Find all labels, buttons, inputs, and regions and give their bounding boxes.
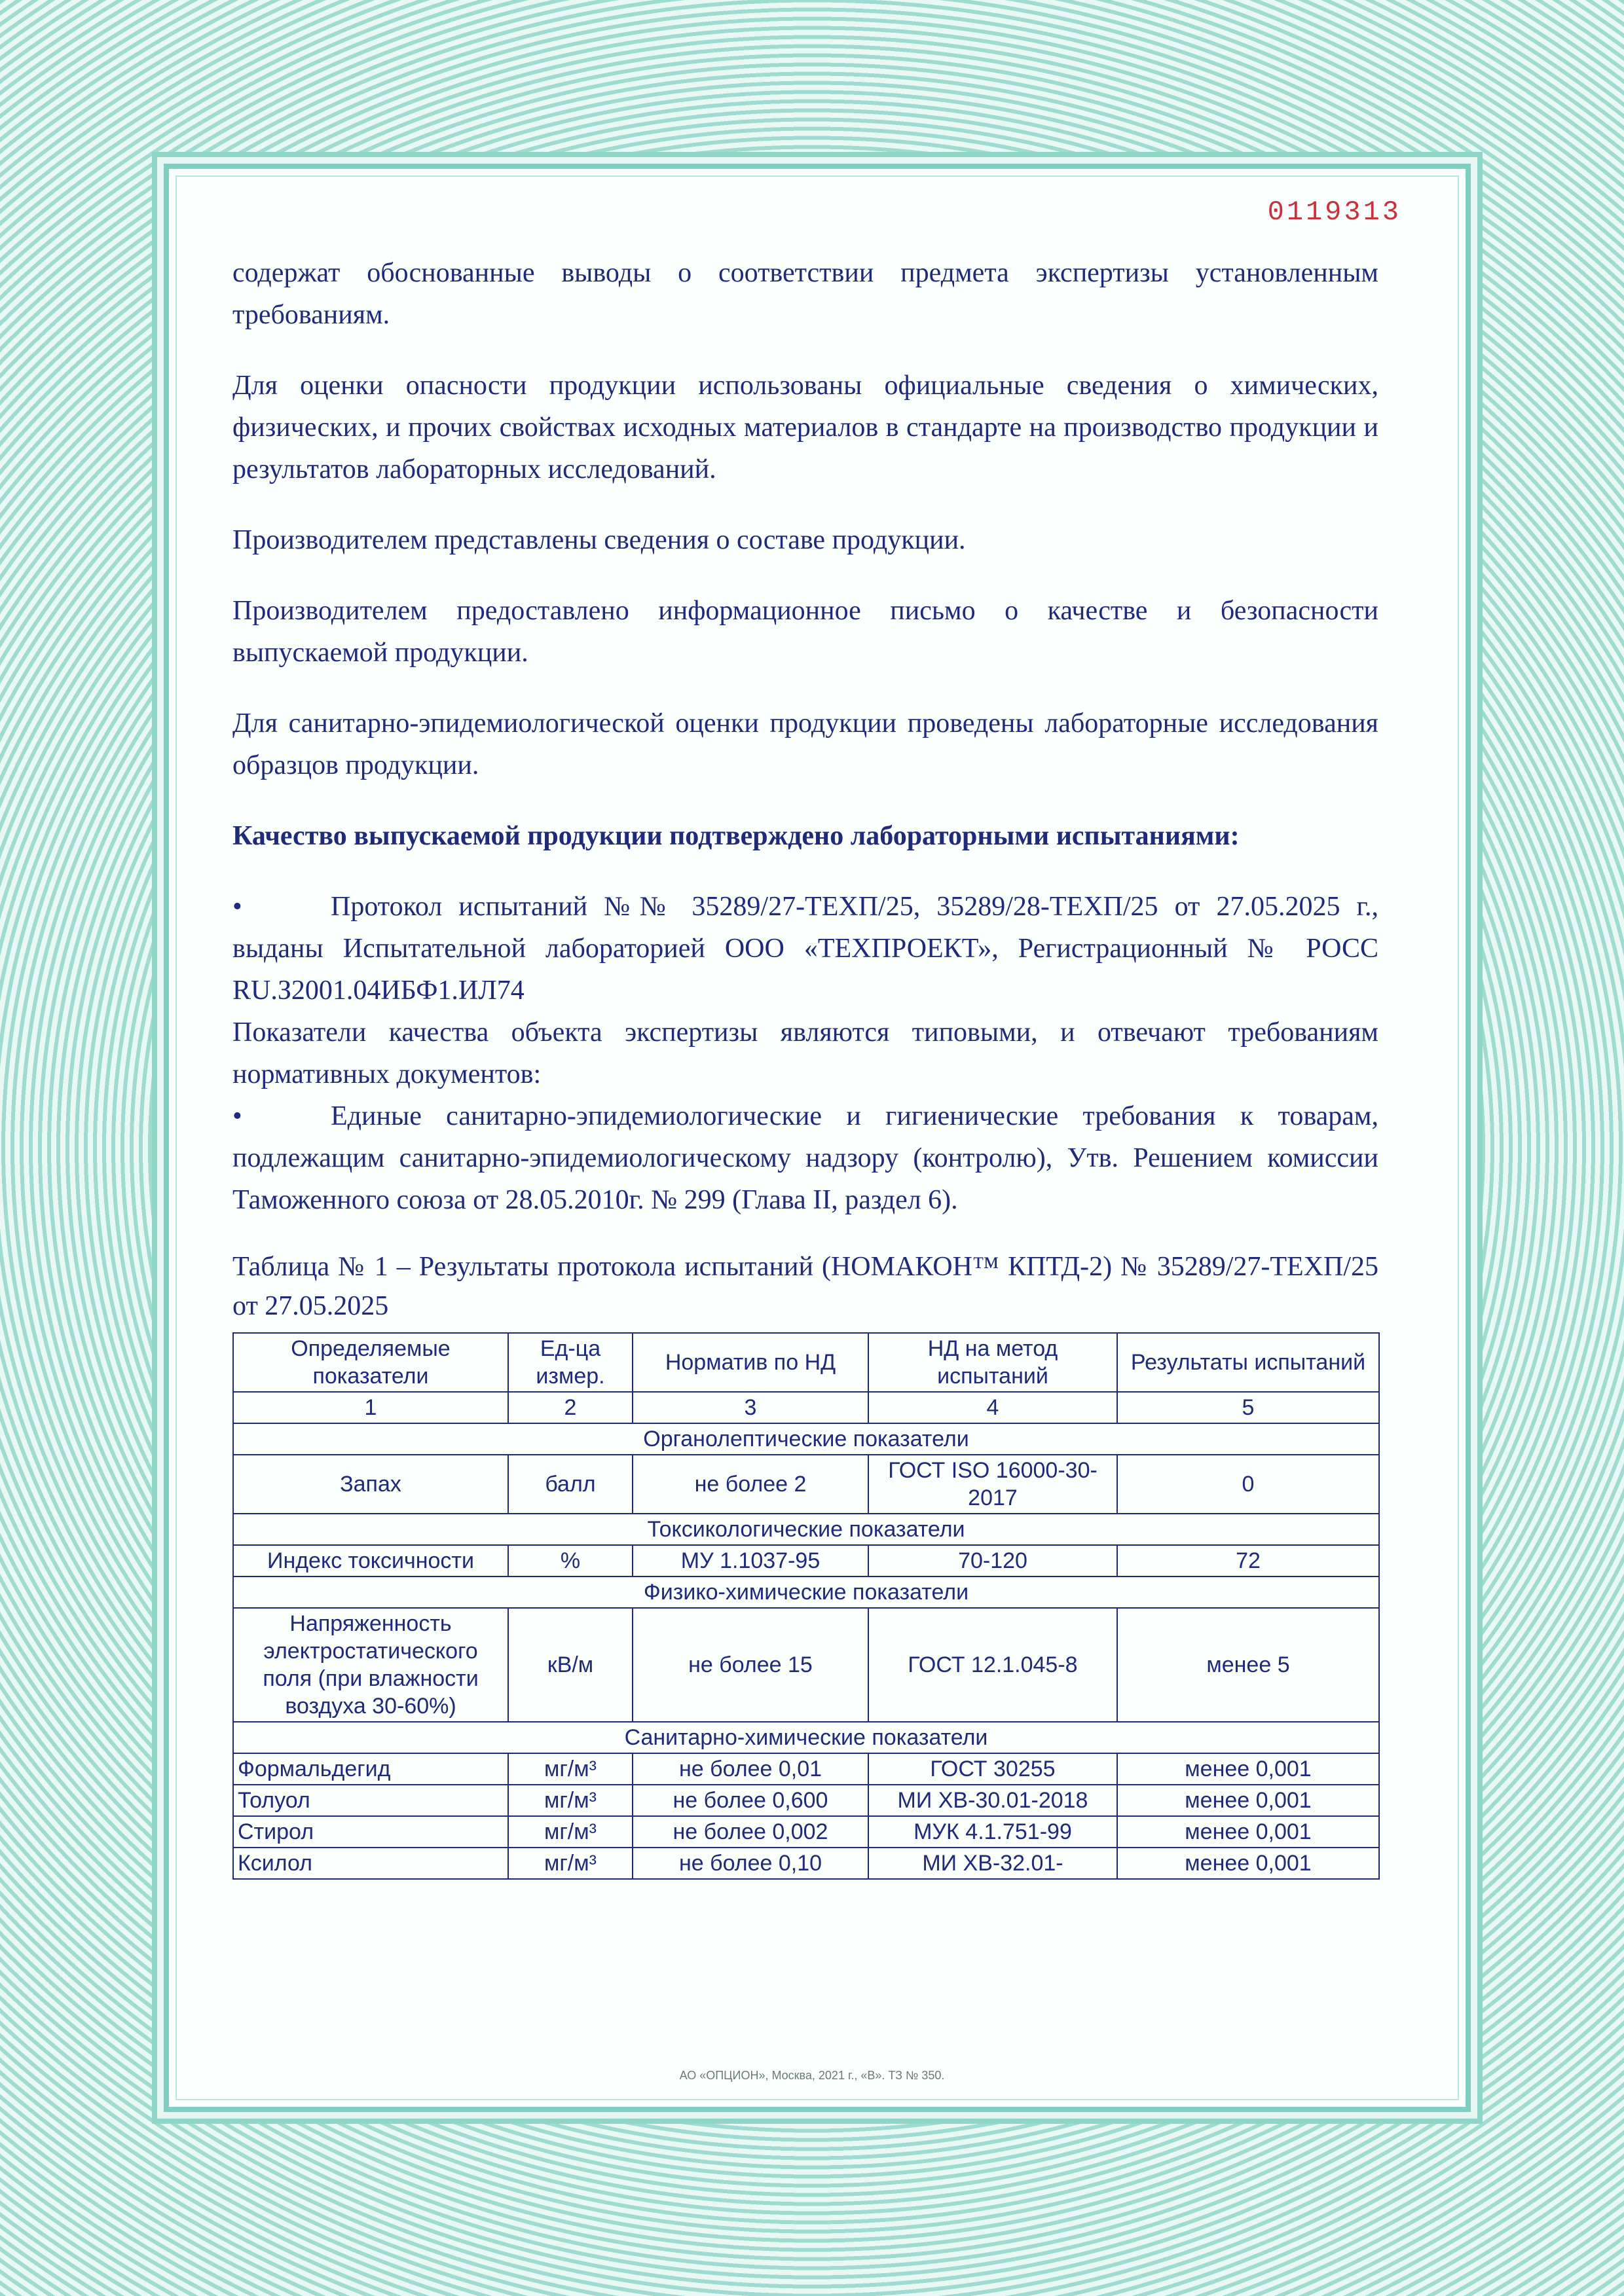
cell-indicator: Ксилол — [233, 1848, 508, 1879]
paragraph-conclusions: содержат обоснованные выводы о соответствии предмета экспертизы установленным требованиям. — [232, 258, 1378, 330]
section-title: Органолептические показатели — [233, 1423, 1379, 1455]
cell-norm: не более 0,002 — [633, 1816, 868, 1848]
cell-result: менее 0,001 — [1117, 1816, 1379, 1848]
printer-imprint: АО «ОПЦИОН», Москва, 2021 г., «В». ТЗ № 350. — [679, 2069, 945, 2082]
section-row — [233, 1514, 1379, 1545]
section-title: Санитарно-химические показатели — [233, 1722, 1379, 1753]
cell-norm: не более 0,600 — [633, 1785, 868, 1816]
header-unit: Ед-ца измер. — [508, 1333, 633, 1392]
cell-indicator: Толуол — [233, 1785, 508, 1816]
cell-method: ГОСТ 12.1.045-8 — [868, 1608, 1117, 1722]
cell-unit: % — [508, 1545, 633, 1576]
document-body — [232, 252, 1378, 1880]
table-caption: Таблица № 1 – Результаты протокола испытаний (НОМАКОН™ КПТД-2) № 35289/27-ТЕХП/25 от 27.05.2025 — [232, 1252, 1378, 1321]
cell-unit: балл — [508, 1455, 633, 1514]
section-title: Физико-химические показатели — [233, 1576, 1379, 1608]
cell-norm: МУ 1.1037-95 — [633, 1545, 868, 1576]
quality-heading: Качество выпускаемой продукции подтверждено лабораторными испытаниями: — [232, 821, 1240, 851]
table-row — [233, 1455, 1379, 1514]
header-results: Результаты испытаний — [1117, 1333, 1379, 1392]
cell-result: менее 0,001 — [1117, 1753, 1379, 1785]
cell-result: 0 — [1117, 1455, 1379, 1514]
cell-unit: мг/м³ — [508, 1816, 633, 1848]
table-row — [233, 1608, 1379, 1722]
table-number-row — [233, 1392, 1379, 1423]
cell-unit: мг/м³ — [508, 1785, 633, 1816]
serial-number: 0119313 — [1267, 196, 1401, 228]
cell-result: 72 — [1117, 1545, 1379, 1576]
table-row — [233, 1816, 1379, 1848]
cell-method: ГОСТ 30255 — [868, 1753, 1117, 1785]
table-row — [233, 1545, 1379, 1576]
cell-indicator: Напряженность электростатического поля (при влажности воздуха 30-60%) — [233, 1608, 508, 1722]
cell-method: ГОСТ ISO 16000-30-2017 — [868, 1455, 1117, 1514]
table-header-row — [233, 1333, 1379, 1392]
section-row — [233, 1576, 1379, 1608]
cell-indicator: Запах — [233, 1455, 508, 1514]
cell-norm: не более 0,01 — [633, 1753, 868, 1785]
section-row — [233, 1722, 1379, 1753]
protocol-text: Протокол испытаний №№ 35289/27-ТЕХП/25, 35289/28-ТЕХП/25 от 27.05.2025 г., выданы Испытательной лабораторией ООО «ТЕХПРОЕКТ», Регистрационный № РОСС RU.З2001.04ИБФ1.ИЛ74 — [232, 892, 1378, 1006]
protocol-bullet — [232, 886, 1378, 1011]
cell-method: МУК 4.1.751-99 — [868, 1816, 1117, 1848]
table-row — [233, 1848, 1379, 1879]
header-indicator: Определяемые показатели — [233, 1333, 508, 1392]
requirements-bullet — [232, 1095, 1378, 1221]
cell-method: МИ ХВ-32.01- — [868, 1848, 1117, 1879]
paragraph-info-letter: Производителем предоставлено информационное письмо о качестве и безопасности выпускаемой продукции. — [232, 596, 1378, 668]
cell-norm: не более 0,10 — [633, 1848, 868, 1879]
cell-result: менее 5 — [1117, 1608, 1379, 1722]
cell-norm: не более 15 — [633, 1608, 868, 1722]
indicators-text: Показатели качества объекта экспертизы являются типовыми, и отвечают требованиям нормативных документов: — [232, 1017, 1378, 1089]
section-row — [233, 1423, 1379, 1455]
cell-norm: не более 2 — [633, 1455, 868, 1514]
cell-indicator: Формальдегид — [233, 1753, 508, 1785]
requirements-text: Единые санитарно-эпидемиологические и гигиенические требования к товарам, подлежащим санитарно-эпидемиологическому надзору (контролю), Утв. Решением комиссии Таможенного союза от 28.05.2010г. № 299 (Глава II, раздел 6). — [232, 1101, 1378, 1215]
paragraph-lab-research: Для санитарно-эпидемиологической оценки продукции проведены лабораторные исследования образцов продукции. — [232, 708, 1378, 780]
cell-indicator: Индекс токсичности — [233, 1545, 508, 1576]
results-table — [232, 1332, 1380, 1880]
cell-result: менее 0,001 — [1117, 1848, 1379, 1879]
bullet-icon: • — [232, 892, 242, 922]
cell-method: 70-120 — [868, 1545, 1117, 1576]
header-norm: Норматив по НД — [633, 1333, 868, 1392]
column-number: 2 — [508, 1392, 633, 1423]
header-method: НД на метод испытаний — [868, 1333, 1117, 1392]
paragraph-hazard-assessment: Для оценки опасности продукции использованы официальные сведения о химических, физических, и прочих свойствах исходных материалов в стандарте на производство продукции и результатов лабораторных исследований. — [232, 371, 1378, 484]
paragraph-composition: Производителем представлены сведения о составе продукции. — [232, 525, 966, 555]
column-number: 1 — [233, 1392, 508, 1423]
table-row — [233, 1785, 1379, 1816]
cell-unit: кВ/м — [508, 1608, 633, 1722]
column-number: 3 — [633, 1392, 868, 1423]
section-title: Токсикологические показатели — [233, 1514, 1379, 1545]
column-number: 4 — [868, 1392, 1117, 1423]
table-row — [233, 1753, 1379, 1785]
bullet-icon: • — [232, 1101, 242, 1131]
cell-method: МИ ХВ-30.01-2018 — [868, 1785, 1117, 1816]
cell-unit: мг/м³ — [508, 1848, 633, 1879]
column-number: 5 — [1117, 1392, 1379, 1423]
cell-result: менее 0,001 — [1117, 1785, 1379, 1816]
cell-indicator: Стирол — [233, 1816, 508, 1848]
cell-unit: мг/м³ — [508, 1753, 633, 1785]
